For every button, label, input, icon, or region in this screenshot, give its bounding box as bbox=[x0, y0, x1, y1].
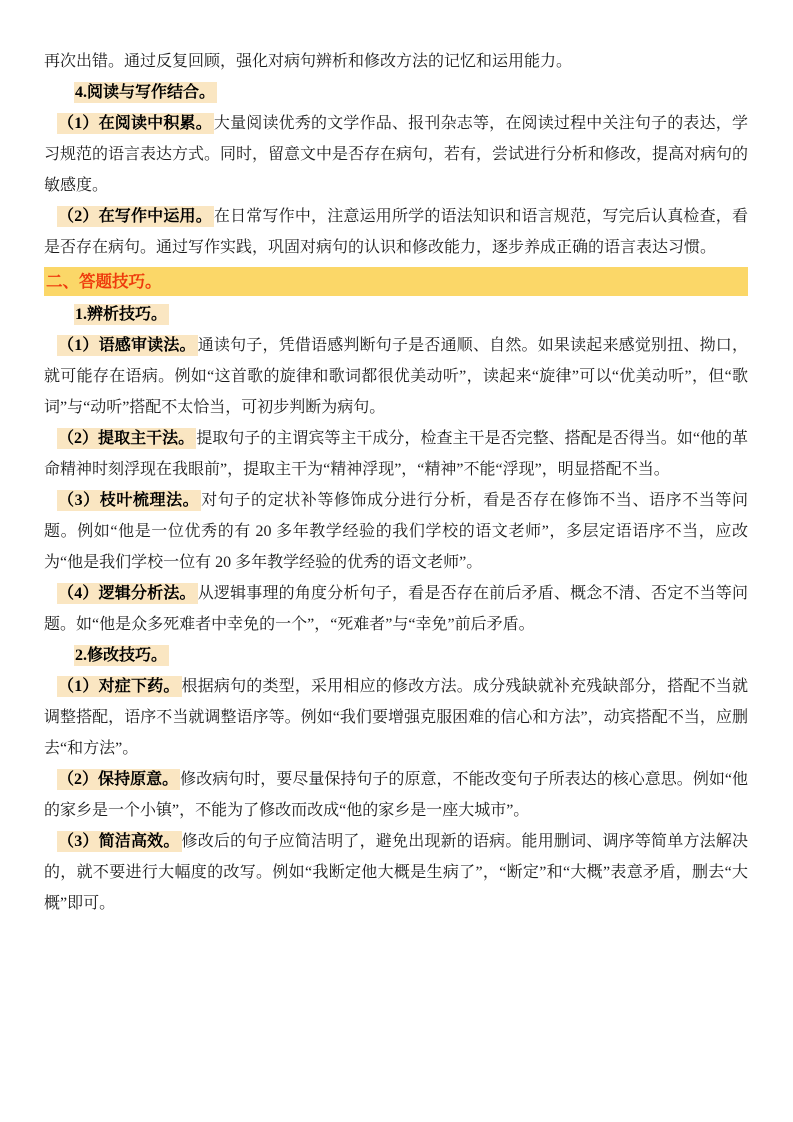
list-item bbox=[44, 826, 748, 919]
heading-highlight: 2.修改技巧。 bbox=[75, 647, 168, 664]
list-item bbox=[44, 578, 748, 640]
item-lead-highlight: （2）在写作中运用。 bbox=[58, 208, 212, 225]
heading-highlight: 4.阅读与写作结合。 bbox=[75, 84, 216, 101]
item-body-text: 对句子的定状补等修饰成分进行分析，看是否存在修饰不当、语序不当等问题。例如“他是一位优秀的有 20 多年教学经验的我们学校的语文老师”，多层定语语序不当，应改为“他是我们学校一位有 20 多年教学经验的优秀的语文老师”。 bbox=[44, 492, 748, 571]
item-body-text: 提取句子的主谓宾等主干成分，检查主干是否完整、搭配是否得当。如“他的革命精神时刻浮现在我眼前”，提取主干为“精神浮现”，“精神”不能“浮现”，明显搭配不当。 bbox=[44, 430, 748, 478]
item-body-text: 修改后的句子应简洁明了，避免出现新的语病。能用删词、调序等简单方法解决的，就不要进行大幅度的改写。例如“我断定他大概是生病了”，“断定”和“大概”表意矛盾，删去“大概”即可。 bbox=[44, 833, 748, 912]
section-banner bbox=[44, 267, 748, 296]
section-banner-title: 二、答题技巧。 bbox=[46, 272, 162, 291]
heading-reading-writing bbox=[44, 77, 748, 108]
item-lead-highlight: （4）逻辑分析法。 bbox=[58, 585, 196, 602]
item-lead-highlight: （1）在阅读中积累。 bbox=[58, 115, 212, 132]
item-lead-highlight: （1）语感审读法。 bbox=[58, 337, 196, 354]
list-item bbox=[44, 108, 748, 201]
item-lead-highlight: （1）对症下药。 bbox=[58, 678, 180, 695]
list-item bbox=[44, 764, 748, 826]
item-lead-highlight: （2）提取主干法。 bbox=[58, 430, 195, 447]
item-body-text: 在日常写作中，注意运用所学的语法知识和语言规范，写完后认真检查，看是否存在病句。通过写作实践，巩固对病句的认识和修改能力，逐步养成正确的语言表达习惯。 bbox=[44, 208, 748, 256]
item-body-text: 从逻辑事理的角度分析句子，看是否存在前后矛盾、概念不清、否定不当等问题。如“他是众多死难者中幸免的一个”，“死难者”与“幸免”前后矛盾。 bbox=[44, 585, 748, 633]
item-lead-highlight: （2）保持原意。 bbox=[58, 771, 179, 788]
item-body-text: 根据病句的类型，采用相应的修改方法。成分残缺就补充残缺部分，搭配不当就调整搭配，语序不当就调整语序等。例如“我们要增强克服困难的信心和方法”，动宾搭配不当，应删去“和方法”。 bbox=[44, 678, 748, 757]
item-body-text: 通读句子，凭借语感判断句子是否通顺、自然。如果读起来感觉别扭、拗口，就可能存在语病。例如“这首歌的旋律和歌词都很优美动听”，读起来“旋律”可以“优美动听”，但“歌词”与“动听”搭配不太恰当，可初步判断为病句。 bbox=[44, 337, 748, 416]
heading-highlight: 1.辨析技巧。 bbox=[75, 306, 168, 323]
list-item bbox=[44, 201, 748, 263]
heading-revision-skills bbox=[44, 640, 748, 671]
list-item bbox=[44, 330, 748, 423]
list-item bbox=[44, 485, 748, 578]
paragraph bbox=[44, 46, 748, 77]
list-item bbox=[44, 671, 748, 764]
paragraph-text: 再次出错。通过反复回顾，强化对病句辨析和修改方法的记忆和运用能力。 bbox=[44, 53, 573, 70]
heading-analysis-skills bbox=[44, 299, 748, 330]
list-item bbox=[44, 423, 748, 485]
item-lead-highlight: （3）枝叶梳理法。 bbox=[58, 492, 200, 509]
item-lead-highlight: （3）简洁高效。 bbox=[58, 833, 180, 850]
item-body-text: 大量阅读优秀的文学作品、报刊杂志等，在阅读过程中关注句子的表达，学习规范的语言表达方式。同时，留意文中是否存在病句，若有，尝试进行分析和修改，提高对病句的敏感度。 bbox=[44, 115, 749, 194]
item-body-text: 修改病句时，要尽量保持句子的原意，不能改变句子所表达的核心意思。例如“他的家乡是一个小镇”，不能为了修改而改成“他的家乡是一座大城市”。 bbox=[44, 771, 748, 819]
